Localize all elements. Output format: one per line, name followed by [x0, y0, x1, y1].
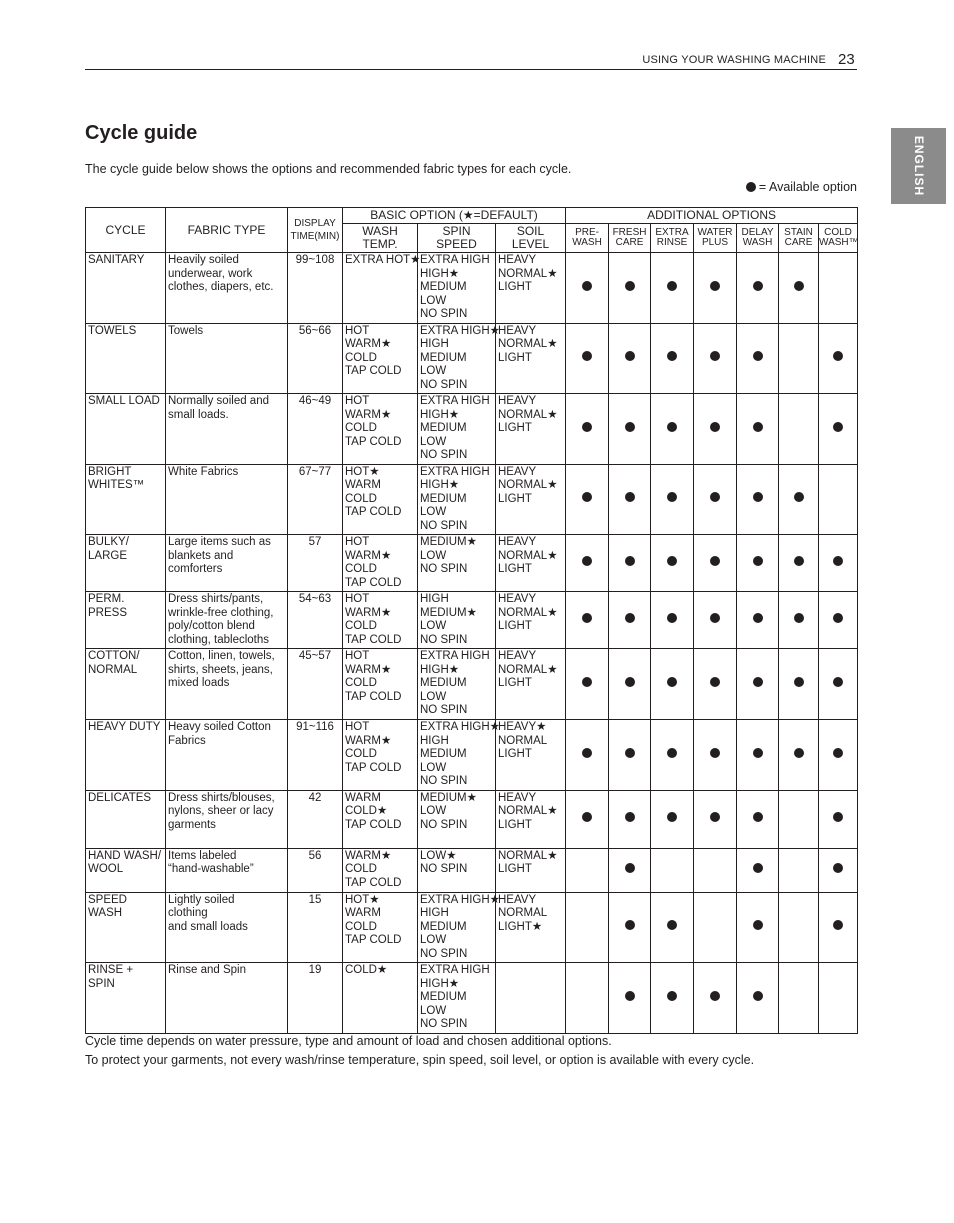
option-cell [609, 848, 651, 892]
wash-temp-cell: HOT WARM★ COLD TAP COLD [343, 535, 418, 592]
available-dot-icon [667, 492, 677, 502]
available-dot-icon [667, 812, 677, 822]
option-cell [566, 963, 609, 1034]
footer-note-cycle-time: Cycle time depends on water pressure, type and amount of load and chosen additional options. [85, 1034, 612, 1048]
available-dot-icon [753, 920, 763, 930]
display-time-cell: 45~57 [288, 649, 343, 720]
option-cell [694, 790, 737, 848]
header-wash-temp: WASH TEMP. [343, 224, 418, 253]
option-cell [694, 464, 737, 535]
cycle-name-cell: BRIGHT WHITES™ [86, 464, 166, 535]
option-cell [779, 323, 819, 394]
table-row [86, 464, 858, 535]
table-row [86, 535, 858, 592]
option-cell [779, 790, 819, 848]
available-dot-icon [582, 812, 592, 822]
available-dot-icon [753, 422, 763, 432]
language-tab [891, 128, 946, 204]
option-cell [819, 848, 858, 892]
header-fabric-type: FABRIC TYPE [166, 208, 288, 253]
option-cell [609, 963, 651, 1034]
option-cell [566, 790, 609, 848]
spin-speed-cell: EXTRA HIGH★ HIGH MEDIUM LOW NO SPIN [418, 323, 496, 394]
wash-temp-cell: WARM COLD★ TAP COLD [343, 790, 418, 848]
display-time-cell: 56~66 [288, 323, 343, 394]
available-dot-icon [582, 281, 592, 291]
spin-speed-cell: MEDIUM★ LOW NO SPIN [418, 790, 496, 848]
option-cell [651, 394, 694, 465]
spin-speed-cell: EXTRA HIGH★ HIGH MEDIUM LOW NO SPIN [418, 892, 496, 963]
table-row [86, 790, 858, 848]
option-cell [694, 720, 737, 791]
header-opt-water-plus: WATER PLUS [694, 224, 737, 253]
header-cycle: CYCLE [86, 208, 166, 253]
option-cell [651, 963, 694, 1034]
available-dot-icon [753, 677, 763, 687]
option-cell [651, 253, 694, 324]
option-cell [694, 963, 737, 1034]
available-dot-icon [710, 556, 720, 566]
option-cell [737, 892, 779, 963]
option-cell [694, 394, 737, 465]
available-dot-icon [667, 351, 677, 361]
option-cell [694, 535, 737, 592]
soil-level-cell: HEAVY NORMAL★ LIGHT [496, 464, 566, 535]
cycle-name-cell: SPEED WASH [86, 892, 166, 963]
wash-temp-cell: HOT WARM★ COLD TAP COLD [343, 649, 418, 720]
option-cell [779, 592, 819, 649]
soil-level-cell: HEAVY NORMAL★ LIGHT [496, 649, 566, 720]
intro-text: The cycle guide below shows the options and recommended fabric types for each cycle. [85, 162, 572, 176]
wash-temp-cell: WARM★ COLD TAP COLD [343, 848, 418, 892]
wash-temp-cell: HOT★ WARM COLD TAP COLD [343, 892, 418, 963]
option-cell [819, 464, 858, 535]
available-dot-icon [710, 281, 720, 291]
option-cell [609, 535, 651, 592]
option-cell [694, 649, 737, 720]
soil-level-cell: HEAVY★ NORMAL LIGHT [496, 720, 566, 791]
available-dot-icon [794, 556, 804, 566]
option-cell [651, 592, 694, 649]
header-opt-fresh-care: FRESH CARE [609, 224, 651, 253]
table-body [86, 253, 858, 1034]
option-cell [566, 592, 609, 649]
cycle-name-cell: COTTON/ NORMAL [86, 649, 166, 720]
option-cell [566, 649, 609, 720]
table-row [86, 963, 858, 1034]
available-dot-icon [833, 748, 843, 758]
available-dot-icon [753, 492, 763, 502]
option-cell [566, 848, 609, 892]
option-cell [566, 892, 609, 963]
option-cell [651, 720, 694, 791]
fabric-type-cell: Items labeled “hand-washable” [166, 848, 288, 892]
option-cell [566, 394, 609, 465]
table-row [86, 394, 858, 465]
option-cell [779, 394, 819, 465]
available-dot-icon [625, 613, 635, 623]
display-time-cell: 42 [288, 790, 343, 848]
option-cell [819, 394, 858, 465]
available-dot-icon [710, 422, 720, 432]
available-dot-icon [582, 613, 592, 623]
display-time-cell: 57 [288, 535, 343, 592]
header-opt-extra-rinse: EXTRA RINSE [651, 224, 694, 253]
cycle-name-cell: BULKY/ LARGE [86, 535, 166, 592]
available-dot-icon [753, 863, 763, 873]
available-dot-icon [582, 677, 592, 687]
option-cell [609, 649, 651, 720]
display-time-cell: 15 [288, 892, 343, 963]
spin-speed-cell: EXTRA HIGH HIGH★ MEDIUM LOW NO SPIN [418, 394, 496, 465]
option-cell [737, 394, 779, 465]
wash-temp-cell: EXTRA HOT★ [343, 253, 418, 324]
option-cell [566, 535, 609, 592]
available-dot-icon [625, 422, 635, 432]
option-cell [609, 790, 651, 848]
available-dot-icon [667, 422, 677, 432]
display-time-cell: 54~63 [288, 592, 343, 649]
spin-speed-cell: EXTRA HIGH HIGH★ MEDIUM LOW NO SPIN [418, 649, 496, 720]
option-cell [694, 253, 737, 324]
spin-speed-cell: EXTRA HIGH★ HIGH MEDIUM LOW NO SPIN [418, 720, 496, 791]
available-dot-icon [625, 492, 635, 502]
available-dot-icon [794, 613, 804, 623]
option-cell [651, 892, 694, 963]
option-cell [566, 720, 609, 791]
available-dot-icon [667, 991, 677, 1001]
available-dot-icon [710, 677, 720, 687]
option-cell [779, 892, 819, 963]
display-time-cell: 67~77 [288, 464, 343, 535]
available-dot-icon [582, 556, 592, 566]
option-cell [737, 535, 779, 592]
fabric-type-cell: Normally soiled and small loads. [166, 394, 288, 465]
option-cell [737, 464, 779, 535]
language-tab-label: ENGLISH [911, 135, 926, 197]
cycle-name-cell: TOWELS [86, 323, 166, 394]
option-cell [819, 790, 858, 848]
fabric-type-cell: Dress shirts/blouses, nylons, sheer or lacy garments [166, 790, 288, 848]
option-cell [651, 790, 694, 848]
option-cell [779, 464, 819, 535]
header-divider [85, 69, 857, 70]
soil-level-cell: NORMAL★ LIGHT [496, 848, 566, 892]
header-soil-level: SOIL LEVEL [496, 224, 566, 253]
header-additional-options: ADDITIONAL OPTIONS [566, 208, 858, 224]
wash-temp-cell: HOT WARM★ COLD TAP COLD [343, 323, 418, 394]
soil-level-cell: HEAVY NORMAL LIGHT★ [496, 892, 566, 963]
cycle-guide-table [85, 207, 858, 1034]
available-dot-icon [753, 613, 763, 623]
option-cell [737, 720, 779, 791]
available-dot-icon [625, 812, 635, 822]
option-cell [566, 253, 609, 324]
available-dot-icon [833, 812, 843, 822]
option-cell [651, 464, 694, 535]
cycle-name-cell: HEAVY DUTY [86, 720, 166, 791]
option-cell [779, 649, 819, 720]
header-spin-speed: SPIN SPEED [418, 224, 496, 253]
table-row [86, 253, 858, 324]
available-dot-icon [833, 863, 843, 873]
available-dot-icon [625, 991, 635, 1001]
option-cell [609, 394, 651, 465]
table-row [86, 848, 858, 892]
available-dot-icon [667, 556, 677, 566]
page-title: Cycle guide [85, 122, 198, 144]
available-dot-icon [625, 863, 635, 873]
available-dot-icon [582, 492, 592, 502]
option-cell [737, 790, 779, 848]
fabric-type-cell: Heavily soiled underwear, work clothes, diapers, etc. [166, 253, 288, 324]
wash-temp-cell: HOT★ WARM COLD TAP COLD [343, 464, 418, 535]
option-cell [651, 535, 694, 592]
option-cell [609, 592, 651, 649]
fabric-type-cell: Towels [166, 323, 288, 394]
available-dot-icon [625, 351, 635, 361]
fabric-type-cell: White Fabrics [166, 464, 288, 535]
available-dot-icon [833, 351, 843, 361]
legend [746, 180, 857, 194]
option-cell [819, 649, 858, 720]
option-cell [779, 253, 819, 324]
option-cell [819, 963, 858, 1034]
available-dot-icon [625, 677, 635, 687]
available-dot-icon [710, 812, 720, 822]
option-cell [819, 253, 858, 324]
option-cell [737, 323, 779, 394]
option-cell [651, 323, 694, 394]
available-dot-icon [625, 748, 635, 758]
spin-speed-cell: LOW★ NO SPIN [418, 848, 496, 892]
available-dot-icon [710, 748, 720, 758]
cycle-name-cell: HAND WASH/ WOOL [86, 848, 166, 892]
option-cell [694, 892, 737, 963]
fabric-type-cell: Lightly soiled clothing and small loads [166, 892, 288, 963]
cycle-name-cell: PERM. PRESS [86, 592, 166, 649]
option-cell [694, 323, 737, 394]
option-cell [737, 649, 779, 720]
header-display-time: DISPLAY TIME(MIN) [288, 208, 343, 253]
option-cell [737, 963, 779, 1034]
option-cell [779, 963, 819, 1034]
available-dot-icon [625, 281, 635, 291]
table-row [86, 649, 858, 720]
option-cell [609, 892, 651, 963]
section-title: USING YOUR WASHING MACHINE [642, 54, 826, 66]
available-dot-icon [667, 613, 677, 623]
available-dot-icon [753, 556, 763, 566]
spin-speed-cell: EXTRA HIGH HIGH★ MEDIUM LOW NO SPIN [418, 253, 496, 324]
header-opt-delay-wash: DELAY WASH [737, 224, 779, 253]
option-cell [779, 535, 819, 592]
option-cell [566, 464, 609, 535]
available-dot-icon [833, 556, 843, 566]
available-dot-icon [753, 812, 763, 822]
fabric-type-cell: Dress shirts/pants, wrinkle-free clothing, poly/cotton blend clothing, tablecloths [166, 592, 288, 649]
available-dot-icon [710, 991, 720, 1001]
option-cell [737, 848, 779, 892]
header-opt-stain-care: STAIN CARE [779, 224, 819, 253]
display-time-cell: 56 [288, 848, 343, 892]
soil-level-cell: HEAVY NORMAL★ LIGHT [496, 535, 566, 592]
available-dot-icon [710, 492, 720, 502]
available-dot-icon [753, 281, 763, 291]
available-dot-icon [746, 182, 756, 192]
soil-level-cell: HEAVY NORMAL★ LIGHT [496, 323, 566, 394]
soil-level-cell: HEAVY NORMAL★ LIGHT [496, 592, 566, 649]
wash-temp-cell: COLD★ [343, 963, 418, 1034]
option-cell [779, 848, 819, 892]
available-dot-icon [667, 748, 677, 758]
available-dot-icon [794, 748, 804, 758]
wash-temp-cell: HOT WARM★ COLD TAP COLD [343, 592, 418, 649]
available-dot-icon [833, 422, 843, 432]
fabric-type-cell: Rinse and Spin [166, 963, 288, 1034]
available-dot-icon [794, 677, 804, 687]
cycle-name-cell: SMALL LOAD [86, 394, 166, 465]
option-cell [609, 720, 651, 791]
available-dot-icon [753, 351, 763, 361]
option-cell [609, 253, 651, 324]
soil-level-cell [496, 963, 566, 1034]
option-cell [566, 323, 609, 394]
available-dot-icon [753, 991, 763, 1001]
soil-level-cell: HEAVY NORMAL★ LIGHT [496, 394, 566, 465]
available-dot-icon [582, 422, 592, 432]
option-cell [819, 892, 858, 963]
spin-speed-cell: EXTRA HIGH HIGH★ MEDIUM LOW NO SPIN [418, 464, 496, 535]
available-dot-icon [625, 556, 635, 566]
table-row [86, 323, 858, 394]
option-cell [819, 592, 858, 649]
cycle-name-cell: DELICATES [86, 790, 166, 848]
cycle-name-cell: RINSE + SPIN [86, 963, 166, 1034]
spin-speed-cell: MEDIUM★ LOW NO SPIN [418, 535, 496, 592]
cycle-name-cell: SANITARY [86, 253, 166, 324]
table-row [86, 720, 858, 791]
option-cell [609, 323, 651, 394]
spin-speed-cell: HIGH MEDIUM★ LOW NO SPIN [418, 592, 496, 649]
option-cell [694, 848, 737, 892]
header-opt-cold-wash: COLD WASH™ [819, 224, 858, 253]
option-cell [651, 848, 694, 892]
available-dot-icon [625, 920, 635, 930]
option-cell [779, 720, 819, 791]
available-dot-icon [582, 351, 592, 361]
available-dot-icon [833, 677, 843, 687]
option-cell [694, 592, 737, 649]
available-dot-icon [794, 492, 804, 502]
fabric-type-cell: Heavy soiled Cotton Fabrics [166, 720, 288, 791]
available-dot-icon [667, 920, 677, 930]
option-cell [819, 720, 858, 791]
display-time-cell: 99~108 [288, 253, 343, 324]
wash-temp-cell: HOT WARM★ COLD TAP COLD [343, 720, 418, 791]
option-cell [737, 253, 779, 324]
option-cell [737, 592, 779, 649]
option-cell [819, 535, 858, 592]
available-dot-icon [794, 281, 804, 291]
soil-level-cell: HEAVY NORMAL★ LIGHT [496, 790, 566, 848]
option-cell [651, 649, 694, 720]
legend-label: = Available option [758, 180, 857, 194]
wash-temp-cell: HOT WARM★ COLD TAP COLD [343, 394, 418, 465]
header-basic-option: BASIC OPTION (★=DEFAULT) [343, 208, 566, 224]
available-dot-icon [710, 613, 720, 623]
available-dot-icon [667, 281, 677, 291]
fabric-type-cell: Large items such as blankets and comforters [166, 535, 288, 592]
page-number: 23 [838, 51, 855, 68]
available-dot-icon [710, 351, 720, 361]
footer-note-availability: To protect your garments, not every wash/rinse temperature, spin speed, soil level, or option is available with every cycle. [85, 1053, 755, 1067]
display-time-cell: 46~49 [288, 394, 343, 465]
available-dot-icon [667, 677, 677, 687]
fabric-type-cell: Cotton, linen, towels, shirts, sheets, jeans, mixed loads [166, 649, 288, 720]
display-time-cell: 91~116 [288, 720, 343, 791]
soil-level-cell: HEAVY NORMAL★ LIGHT [496, 253, 566, 324]
header-opt-prewash: PRE- WASH [566, 224, 609, 253]
available-dot-icon [833, 920, 843, 930]
table-row [86, 892, 858, 963]
available-dot-icon [753, 748, 763, 758]
available-dot-icon [833, 613, 843, 623]
display-time-cell: 19 [288, 963, 343, 1034]
option-cell [819, 323, 858, 394]
available-dot-icon [582, 748, 592, 758]
spin-speed-cell: EXTRA HIGH HIGH★ MEDIUM LOW NO SPIN [418, 963, 496, 1034]
table-row [86, 592, 858, 649]
option-cell [609, 464, 651, 535]
